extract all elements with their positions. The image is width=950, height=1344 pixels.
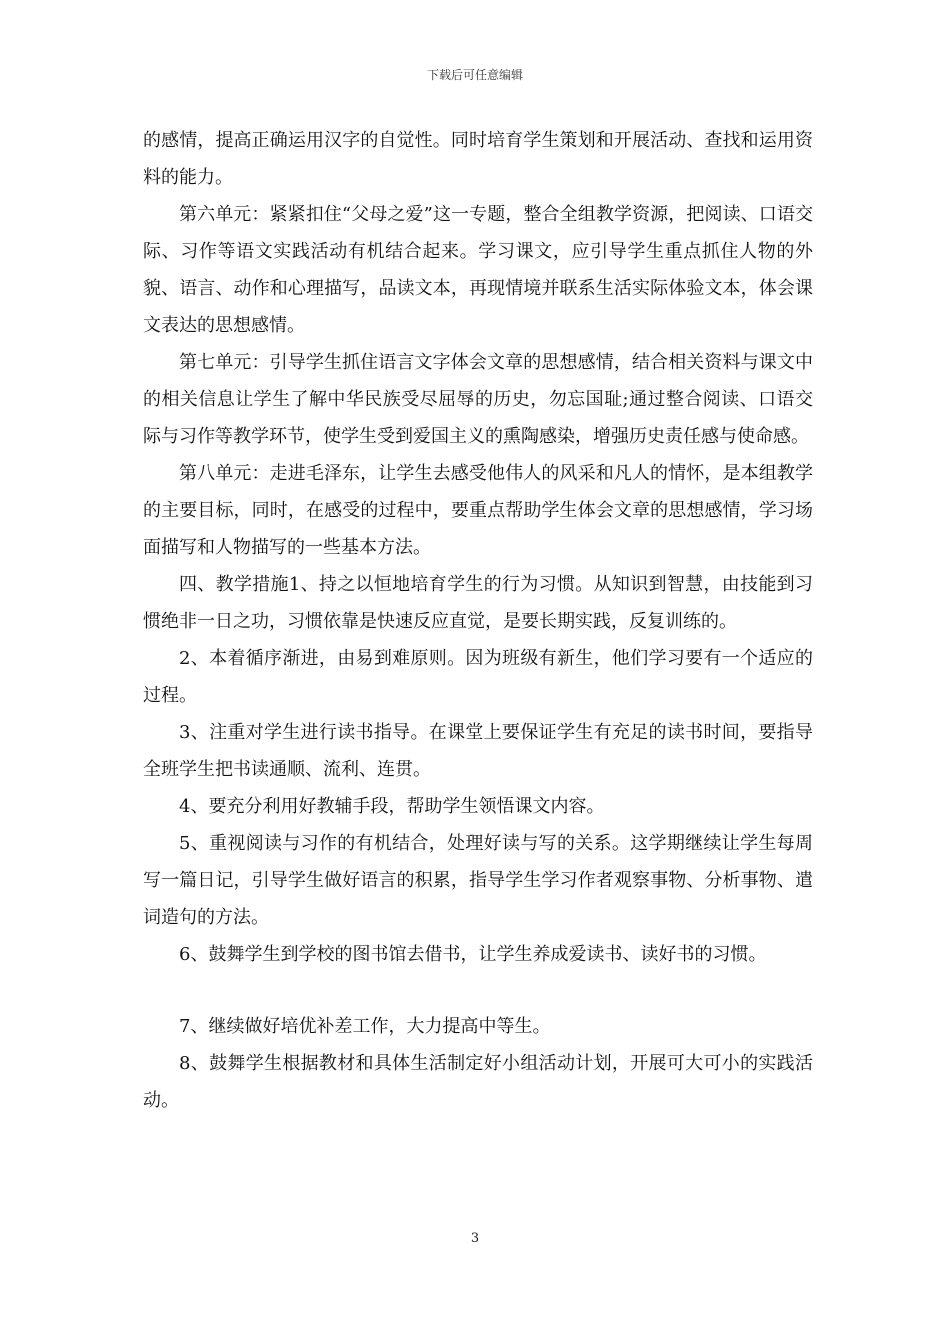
paragraph-measures-5: 5、重视阅读与习作的有机结合，处理好读与写的关系。这学期继续让学生每周写一篇日记，引导学生做好语言的积累，指导学生学习作者观察事物、分析事物、遣词造句的方法。	[143, 833, 813, 928]
page-number: 3	[470, 1231, 480, 1246]
paragraph-measures-2: 2、本着循序渐进，由易到难原则。因为班级有新生，他们学习要有一个适应的过程。	[143, 648, 813, 706]
paragraph-measures-8: 8、鼓舞学生根据教材和具体生活制定好小组活动计划，开展可大可小的实践活动。	[143, 1053, 813, 1111]
paragraph-continuation: 的感情，提高正确运用汉字的自觉性。同时培育学生策划和开展活动、查找和运用资料的能力。	[143, 130, 813, 188]
paragraph-measures-7: 7、继续做好培优补差工作，大力提高中等生。	[179, 1016, 551, 1037]
paragraph-measures-6: 6、鼓舞学生到学校的图书馆去借书，让学生养成爱读书、读好书的习惯。	[179, 944, 767, 965]
paragraph-unit-eight: 第八单元：走进毛泽东，让学生去感受他伟人的风采和凡人的情怀，是本组教学的主要目标，同时，在感受的过程中，要重点帮助学生体会文章的思想感情，学习场面描写和人物描写的一些基本方法。	[143, 463, 813, 558]
paragraph-unit-seven: 第七单元：引导学生抓住语言文字体会文章的思想感情，结合相关资料与课文中的相关信息让学生了解中华民族受尽屈辱的历史，勿忘国耻;通过整合阅读、口语交际与习作等教学环节，使学生受到爱国主义的熏陶感染，增强历史责任感与使命感。	[143, 352, 813, 447]
paragraph-gap	[143, 973, 813, 1008]
paragraph-measures-3: 3、注重对学生进行读书指导。在课堂上要保证学生有充足的读书时间，要指导全班学生把书读通顺、流利、连贯。	[143, 722, 813, 780]
paragraph-measures-1: 四、教学措施1、持之以恒地培育学生的行为习惯。从知识到智慧，由技能到习惯绝非一日之功，习惯依靠是快速反应直觉，是要长期实践，反复训练的。	[143, 574, 813, 632]
paragraph-measures-4: 4、要充分利用好教辅手段，帮助学生领悟课文内容。	[179, 796, 605, 817]
document-body	[143, 122, 813, 1119]
paragraph-unit-six: 第六单元：紧紧扣住“父母之爱”这一专题，整合全组教学资源，把阅读、口语交际、习作等语文实践活动有机结合起来。学习课文，应引导学生重点抓住人物的外貌、语言、动作和心理描写，品读文本，再现情境并联系生活实际体验文本，体会课文表达的思想感情。	[143, 204, 813, 336]
page-header: 下载后可任意编辑	[426, 68, 523, 82]
